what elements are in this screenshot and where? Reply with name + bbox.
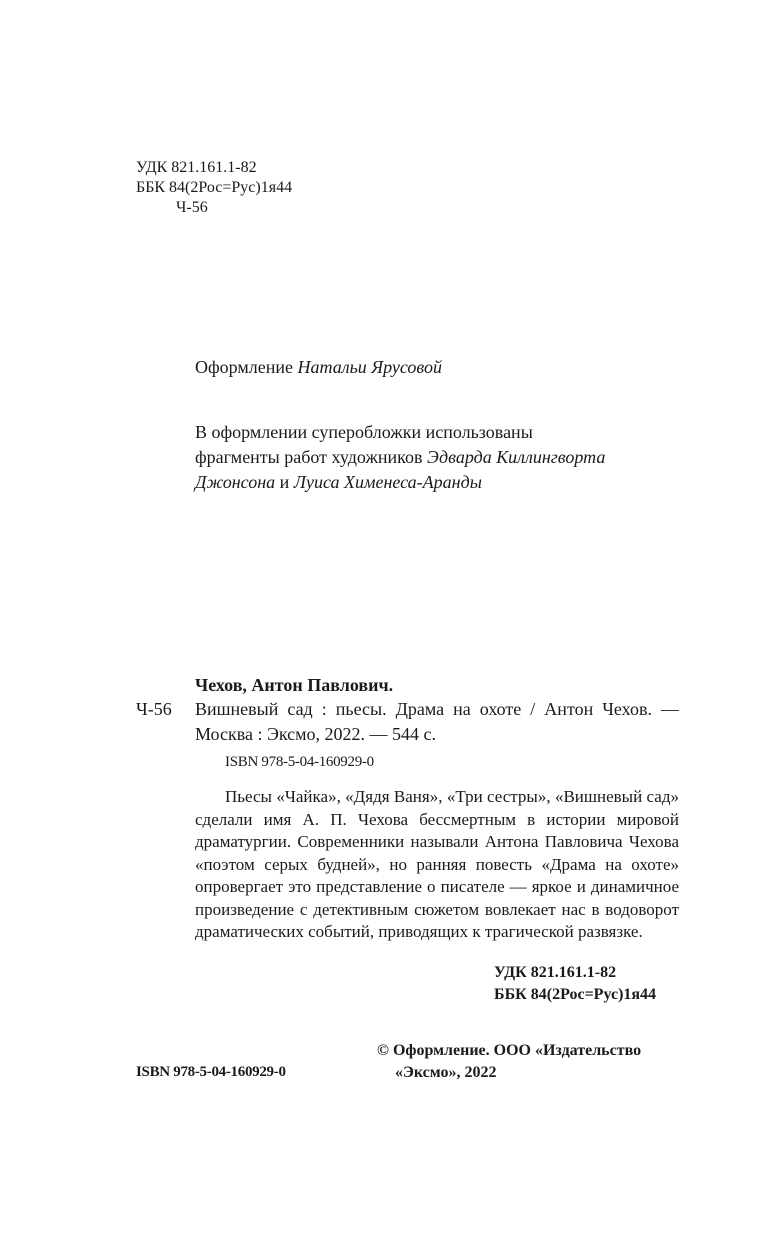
record-author: Чехов, Антон Павлович. <box>195 675 394 695</box>
cover-credit-text: фрагменты работ художников <box>195 447 423 467</box>
record-classification-codes <box>494 962 656 1006</box>
cover-credit <box>195 420 665 495</box>
annotation: Пьесы «Чайка», «Дядя Ваня», «Три сестры», «Вишневый сад» сделали имя А. П. Чехова бессмертным в истории мировой драматургии. Современники называли Антона Павловича Чехова «поэтом серых будней», но ранняя повесть «Драма на охоте» опровергает это представление о писателе — яркое и динамичное произведение с детективным сюжетом вовлекает нас в водоворот драматических событий, приводящих к трагической развязке. <box>195 787 679 941</box>
design-credit <box>195 355 442 379</box>
author-code: Ч-56 <box>176 199 208 216</box>
artist-name-1: Эдварда Киллингворта Джонсона <box>195 447 606 492</box>
classification-codes <box>136 158 292 218</box>
artist-name-2: Луиса Хименеса-Аранды <box>293 472 482 492</box>
copyright-line1: © Оформление. ООО «Издательство <box>377 1042 642 1059</box>
cover-credit-line1: В оформлении суперобложки использованы <box>195 422 533 442</box>
record-isbn: ISBN 978-5-04-160929-0 <box>225 754 374 770</box>
bbk-code: ББК 84(2Рос=Рус)1я44 <box>136 179 293 196</box>
record-author-code: Ч-56 <box>136 699 172 719</box>
design-label: Оформление <box>195 357 294 377</box>
record-bbk: ББК 84(2Рос=Рус)1я44 <box>494 986 657 1003</box>
record-udk: УДК 821.161.1-82 <box>494 964 617 981</box>
copyright-notice <box>377 1040 679 1084</box>
copyright-line2: «Эксмо», 2022 <box>395 1064 497 1081</box>
designer-name: Натальи Ярусовой <box>297 357 442 377</box>
bibliographic-description: Вишневый сад : пьесы. Драма на охоте / Антон Чехов. — Москва : Эксмо, 2022. — 544 с. <box>195 699 679 744</box>
cover-credit-conj: и <box>279 472 290 492</box>
footer-isbn: ISBN 978-5-04-160929-0 <box>136 1064 286 1080</box>
cover-credit-rest <box>195 445 665 495</box>
udk-code: УДК 821.161.1-82 <box>136 159 257 176</box>
